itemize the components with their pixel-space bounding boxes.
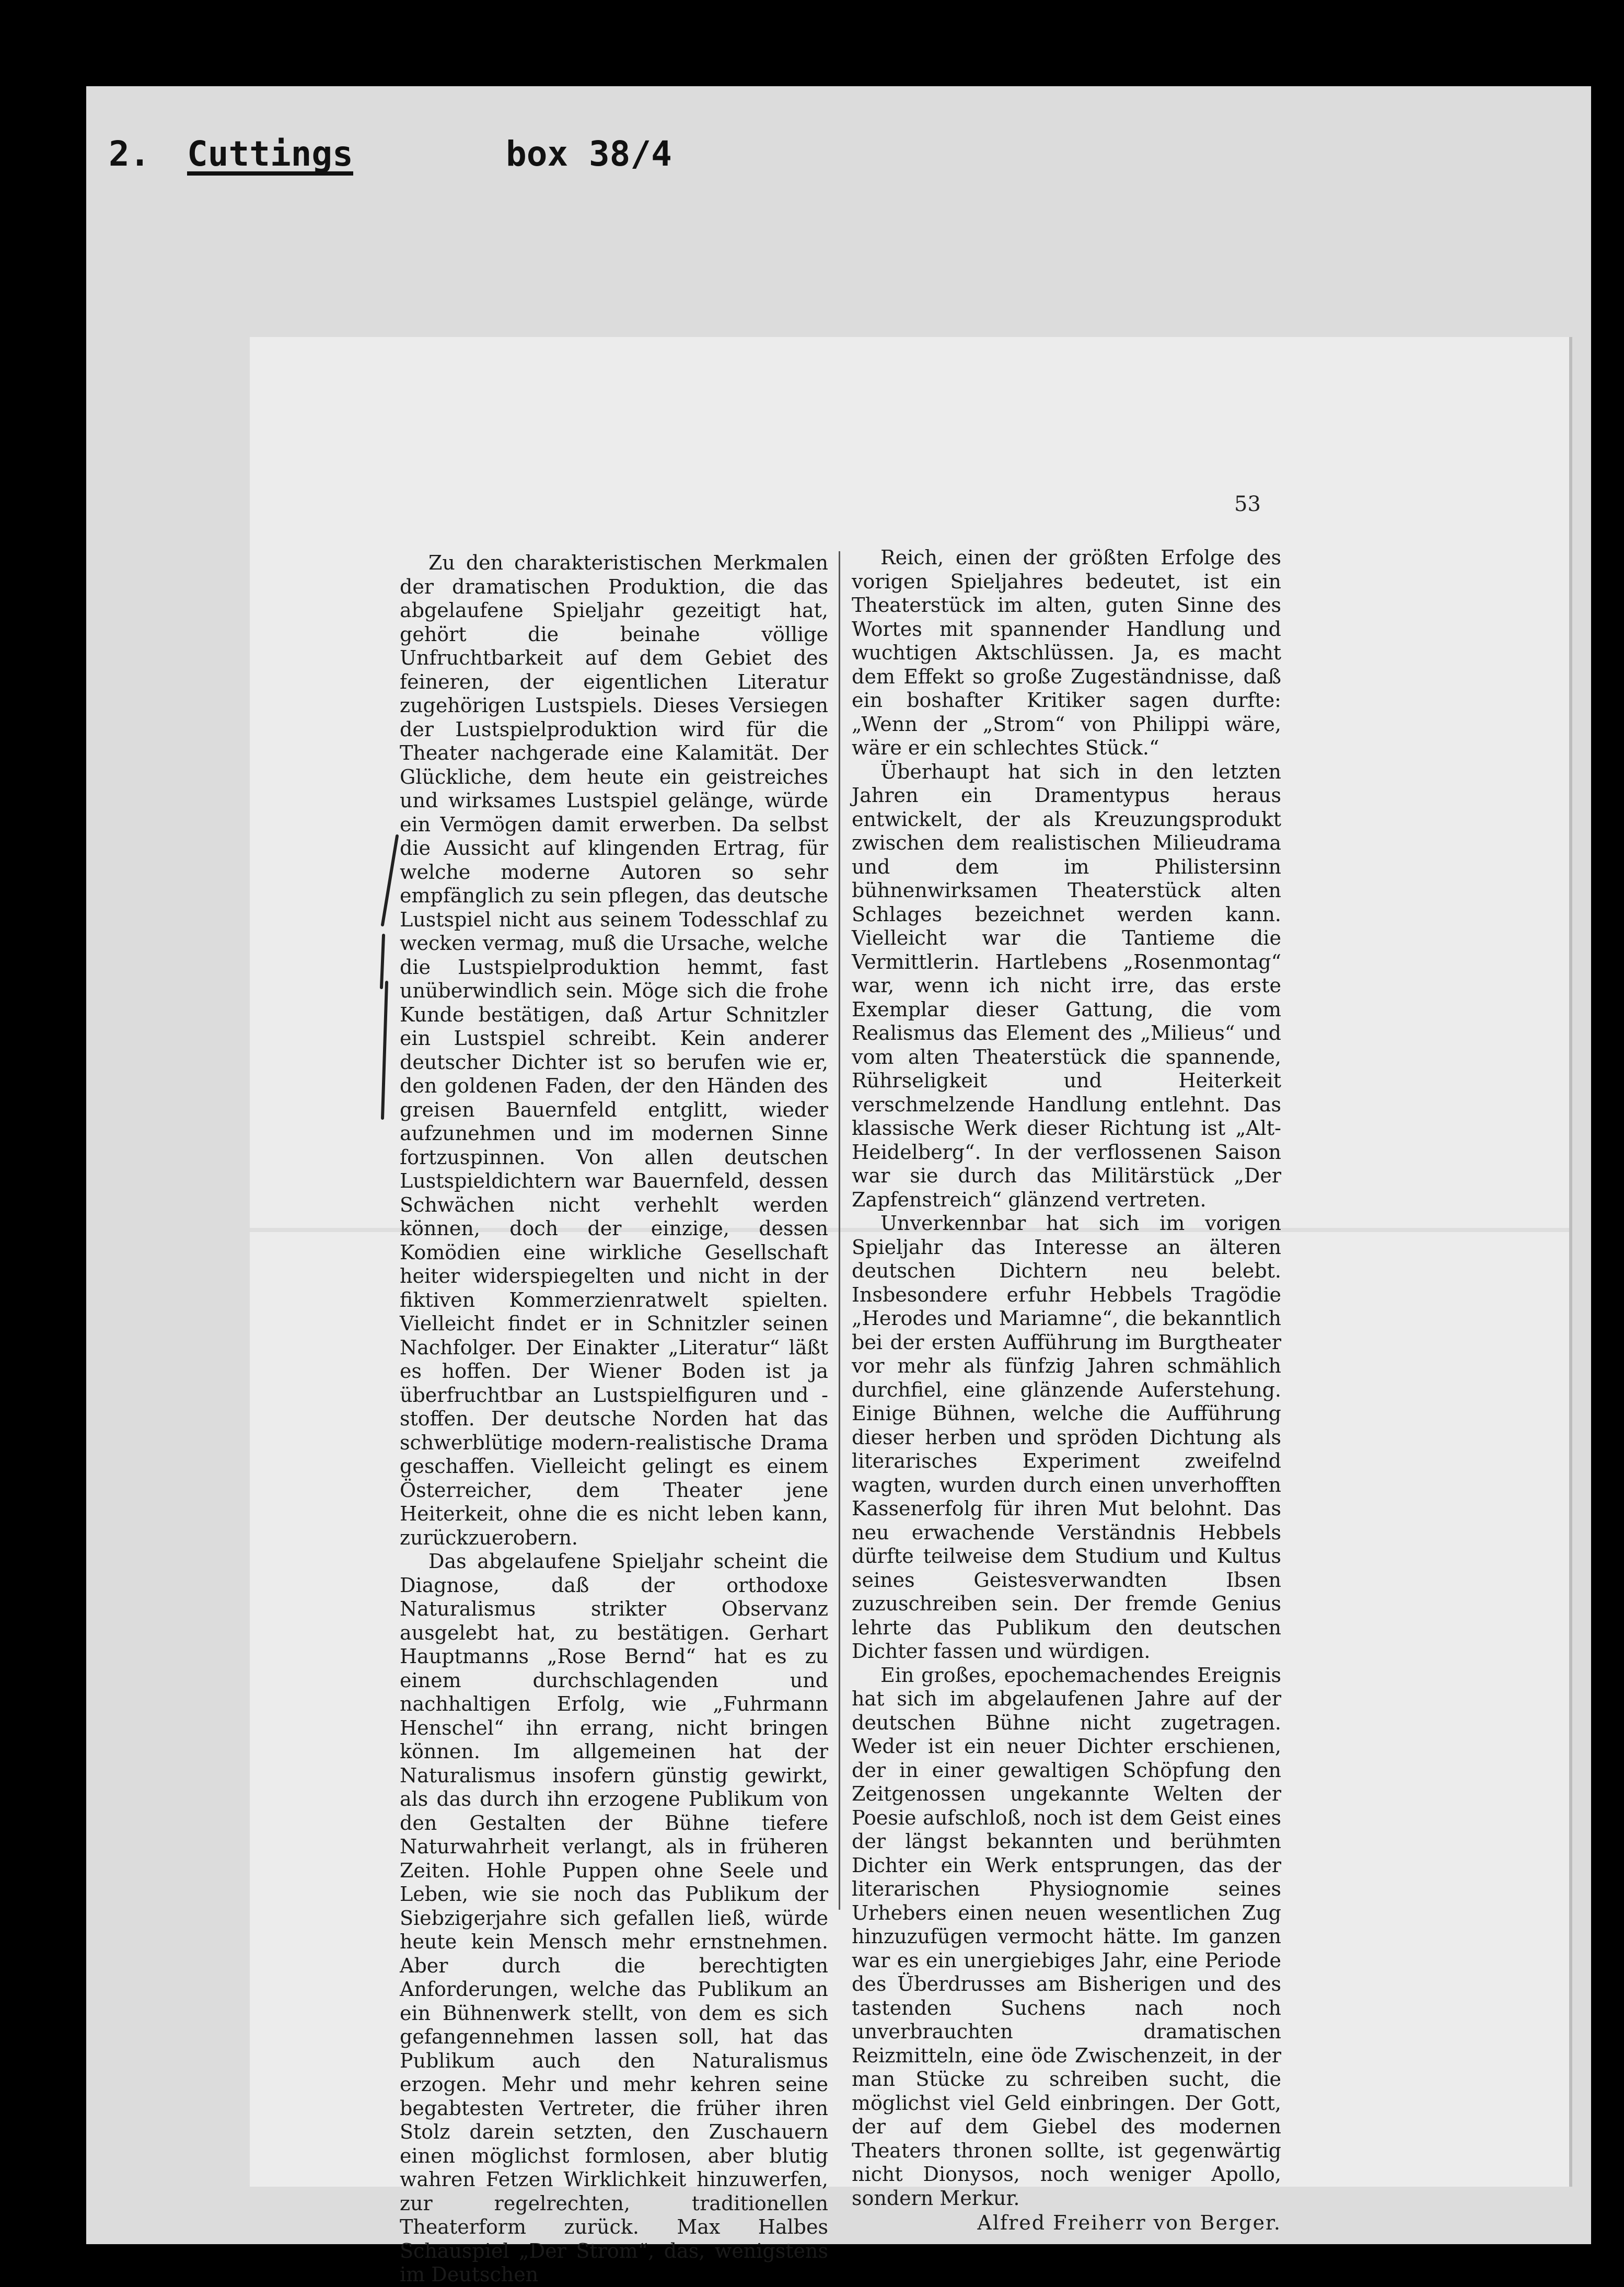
header-number: 2.: [109, 134, 150, 174]
header-label: Cuttings: [187, 137, 353, 176]
article-paragraph: Ein großes, epochemachendes Ereignis hat sich im abgelaufenen Jahre auf der deutschen Bühne nicht zugetragen. Weder ist ein neuer Dichter erschienen, der in einer gewaltigen Schöpfung den Zeitgenossen ungekannte Welten der Poesie aufschloß, noch ist dem Geist eines der längst bekannten und berühmten Dichter ein Werk entsprungen, das der literarischen Physiognomie seines Urhebers einen neuen wesentlichen Zug hinzuzufügen vermocht hätte. Im ganzen war es ein unergiebiges Jahr, eine Periode des Überdrusses am Bisherigen und des tastenden Suchens nach noch unverbrauchten dramatischen Reizmitteln, eine öde Zwischenzeit, in der man Stücke zu schreiben sucht, die möglichst viel Geld einbringen. Der Gott, der auf dem Giebel des modernen Theaters thronen sollte, ist gegenwärtig nicht Dionysos, noch weniger Apollo, sondern Merkur.: [852, 1663, 1281, 2210]
article-paragraph: Das abgelaufene Spieljahr scheint die Diagnose, daß der orthodoxe Naturalismus strikter Observanz ausgelebt hat, zu bestätigen. Gerhart Hauptmanns „Rose Bernd“ hat es zu einem durchschlagenden und nachhaltigen Erfolg, wie „Fuhrmann Henschel“ ihn errang, nicht bringen können. Im allgemeinen hat der Naturalismus insofern günstig gewirkt, als das durch ihn erzogene Publikum von den Gestalten der Bühne tiefere Naturwahrheit verlangt, als in früheren Zeiten. Hohle Puppen ohne Seele und Leben, wie sie noch das Publikum der Siebzigerjahre sich gefallen ließ, würde heute kein Mensch mehr ernstnehmen. Aber durch die berechtigten Anforderungen, welche das Publikum an ein Bühnenwerk stellt, von dem es sich gefangennehmen lassen soll, hat das Publikum auch den Naturalismus erzogen. Mehr und mehr kehren seine begabtesten Vertreter, die früher ihren Stolz darein setzten, den Zuschauern einen möglichst formlosen, aber blutig wahren Fetzen Wirklichkeit hinzuwerfen, zur regelrechten, traditionellen Theaterform zurück. Max Halbes Schauspiel „Der Strom“, das, wenigstens im Deutschen: [400, 1550, 828, 2286]
article-paragraph: Überhaupt hat sich in den letzten Jahren ein Dramentypus heraus entwickelt, der als Kreuzungsprodukt zwischen dem realistischen Milieudrama und dem im Philistersinn bühnenwirksamen Theaterstück alten Schlages bezeichnet werden kann. Vielleicht war die Tantieme die Vermittlerin. Hartlebens „Rosenmontag“ war, wenn ich nicht irre, das erste Exemplar dieser Gattung, die vom Realismus das Element des „Milieus“ und vom alten Theaterstück die spannende, Rührseligkeit und Heiterkeit verschmelzende Handlung entlehnt. Das klassische Werk dieser Richtung ist „Alt-Heidelberg“. In der verflossenen Saison war sie durch das Militärstück „Der Zapfenstreich“ glänzend vertreten.: [852, 760, 1281, 1211]
article-column-right: [852, 546, 1281, 2235]
article-paragraph: Zu den charakteristischen Merkmalen der dramatischen Produktion, die das abgelaufene Spieljahr gezeitigt hat, gehört die beinahe völlige Unfruchtbarkeit auf dem Gebiet des feineren, der eigentlichen Literatur zugehörigen Lustspiels. Dieses Versiegen der Lustspielproduktion wird für die Theater nachgerade eine Kalamität. Der Glückliche, dem heute ein geistreiches und wirksames Lustspiel gelänge, würde ein Vermögen damit erwerben. Da selbst die Aussicht auf klingenden Ertrag, für welche moderne Autoren so sehr empfänglich zu sein pflegen, das deutsche Lustspiel nicht aus seinem Todesschlaf zu wecken vermag, muß die Ursache, welche die Lustspielproduktion hemmt, fast unüberwindlich sein. Möge sich die frohe Kunde bestätigen, daß Artur Schnitzler ein Lustspiel schreibt. Kein anderer deutscher Dichter ist so berufen wie er, den goldenen Faden, der den Händen des greisen Bauernfeld entglitt, wieder aufzunehmen und im modernen Sinne fortzuspinnen. Von allen deutschen Lustspieldichtern war Bauernfeld, dessen Schwächen nicht verhehlt werden können, doch der einzige, dessen Komödien eine wirkliche Gesellschaft heiter widerspiegelten und nicht in der fiktiven Kommerzienratwelt spielten. Vielleicht findet er in Schnitzler seinen Nachfolger. Der Einakter „Literatur“ läßt es hoffen. Der Wiener Boden ist ja überfruchtbar an Lustspielfiguren und -stoffen. Der deutsche Norden hat das schwerblütige modern-realistische Drama geschaffen. Vielleicht gelingt es einem Österreicher, dem Theater jene Heiterkeit, ohne die es nicht leben kann, zurückzuerobern.: [400, 551, 828, 1549]
article-paragraph: Unverkennbar hat sich im vorigen Spieljahr das Interesse an älteren deutschen Dichtern neu belebt. Insbesondere erfuhr Hebbels Tragödie „Herodes und Mariamne“, die bekanntlich bei der ersten Aufführung im Burgtheater vor mehr als fünfzig Jahren schmählich durchfiel, eine glänzende Auferstehung. Einige Bühnen, welche die Aufführung dieser herben und spröden Dichtung als literarisches Experiment zweifelnd wagten, wurden durch einen unverhofften Kassenerfolg für ihren Mut belohnt. Das neu erwachende Verständnis Hebbels dürfte teilweise dem Studium und Kultus seines Geistesverwandten Ibsen zuzuschreiben sein. Der fremde Genius lehrte das Publikum den deutschen Dichter fassen und würdigen.: [852, 1212, 1281, 1663]
article-paragraph: Reich, einen der größten Erfolge des vorigen Spieljahres bedeutet, ist ein Theaterstück im alten, guten Sinne des Wortes mit spannender Handlung und wuchtigen Aktschlüssen. Ja, es macht dem Effekt so große Zugeständnisse, daß ein boshafter Kritiker sagen durfte: „Wenn der „Strom“ von Philippi wäre, wäre er ein schlechtes Stück.“: [852, 546, 1281, 759]
article-column-left: [400, 551, 828, 2287]
author-signature: Alfred Freiherr von Berger.: [977, 2211, 1281, 2234]
header-box-number: box 38/4: [506, 134, 672, 174]
column-divider: [839, 551, 840, 1910]
page-number: 53: [1234, 492, 1261, 516]
archive-header: [109, 134, 672, 298]
